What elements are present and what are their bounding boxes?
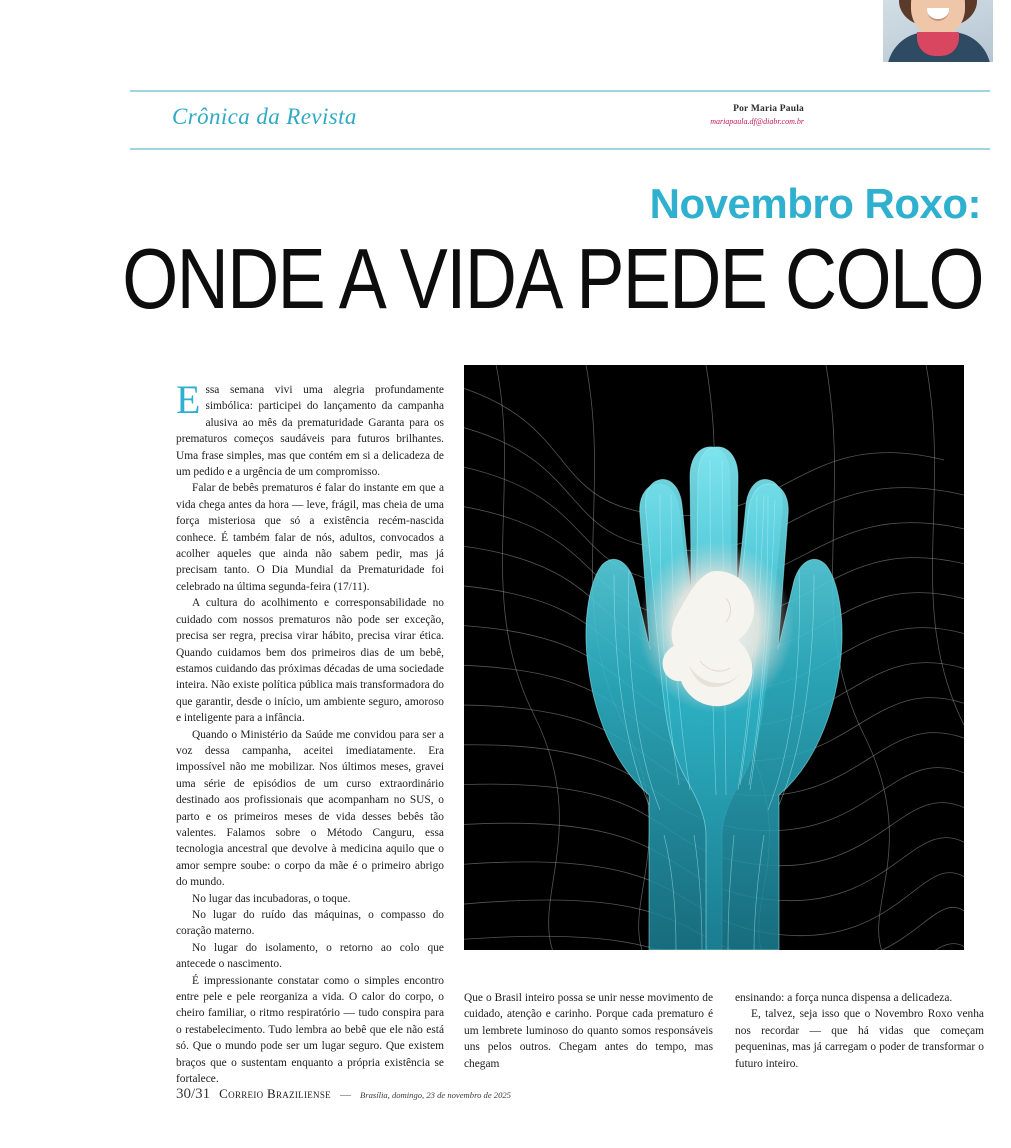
- author-photo: [883, 0, 993, 62]
- header-rule-top: [130, 90, 990, 92]
- paragraph: É impressionante constatar como o simples encontro entre pele e pele reorganiza a vida. O calor do corpo, o cheiro familiar, o ritmo respiratório — tudo conspira para o restabelecimento. Tudo lembra ao bebê que ele não está só. Que o mundo pode ser um lugar seguro. Que existem braços que o sustentam enquanto a própria existência se fortalece.: [176, 974, 444, 1086]
- paragraph: No lugar das incubadoras, o toque.: [192, 892, 351, 905]
- headline-primary: Novembro Roxo:: [649, 180, 981, 227]
- paragraph: ensinando: a força nunca dispensa a delicadeza.: [735, 992, 953, 1004]
- byline-email: mariapaula.df@diabr.com.br: [710, 117, 804, 126]
- headline-secondary: ONDE A VIDA PEDE COLO: [122, 232, 983, 327]
- article-body-left-column: [176, 377, 444, 1087]
- header-rule-bottom: [130, 148, 990, 150]
- section-kicker: Crônica da Revista: [172, 104, 357, 129]
- paragraph: No lugar do ruído das máquinas, o compasso do coração materno.: [176, 909, 444, 938]
- paragraph: E, talvez, seja isso que o Novembro Roxo venha nos recordar — que há vidas que começam pequeninas, mas já carregam o poder de transformar o futuro inteiro.: [735, 1008, 984, 1070]
- article-header: [130, 90, 990, 150]
- paragraph: [176, 377, 444, 480]
- paragraph-text: ssa semana vivi uma alegria profundamente simbólica: participei do lançamento da campanha alusiva ao mês da prematuridade Garanta para os prematuros começos saudáveis para futuros brilhantes. Uma frase simples, mas que contém em si a delicadeza de um pedido e a urgência de um compromisso.: [176, 384, 444, 479]
- footer-dash: —: [339, 1089, 351, 1101]
- byline: [710, 104, 804, 126]
- bottom-column-left: [464, 990, 713, 1072]
- article-illustration: [464, 365, 964, 950]
- page-number: 30/31: [176, 1086, 211, 1102]
- page-footer: [176, 1086, 876, 1103]
- paragraph: A cultura do acolhimento e corresponsabilidade no cuidado com nossos prematuros não pode ser exceção, precisa ser regra, precisa virar hábito, precisa virar ética. Quando cuidamos bem dos primeiros dias de um bebê, estamos cuidando das próximas décadas de uma sociedade inteira. Não existe política pública mais transformadora do que garantir, desde o início, um ambiente seguro, amoroso e inteligente para a infância.: [176, 597, 444, 725]
- paragraph: Falar de bebês prematuros é falar do instante em que a vida chega antes da hora — leve, frágil, mas cheia de uma força misteriosa que só a existência recém-nascida conhece. É também falar de nós, adultos, convocados a acolher aqueles que ainda não sabem pedir, mas já precisam tanto. O Dia Mundial da Prematuridade foi celebrado na última segunda-feira (17/11).: [176, 482, 444, 593]
- dropcap: E: [176, 377, 201, 422]
- footer-dateline: Brasília, domingo, 23 de novembro de 2025: [359, 1090, 511, 1100]
- article-body-bottom-columns: [464, 990, 984, 1072]
- paragraph: Quando o Ministério da Saúde me convidou para ser a voz dessa campanha, aceitei imediatamente. Era impossível não me mobilizar. Nos últimos meses, gravei uma série de episódios de um curso extraordinário destinado aos profissionais que acompanham no SUS, o parto e os primeiros meses de vida desses bebês tão valentes. Falamos sobre o Método Canguru, essa tecnologia ancestral que devolve à medicina aquilo que o amor sempre soube: o corpo da mãe é o primeiro abrigo do mundo.: [176, 728, 444, 889]
- illustration-svg: [464, 365, 964, 950]
- bottom-column-right: [735, 990, 984, 1072]
- paragraph: No lugar do isolamento, o retorno ao colo que antecede o nascimento.: [176, 941, 444, 971]
- byline-author: Por Maria Paula: [733, 104, 804, 114]
- paragraph: Que o Brasil inteiro possa se unir nesse movimento de cuidado, atenção e carinho. Porque cada prematuro é um lembrete luminoso do quanto somos responsáveis uns pelos outros. Chegam antes do tempo, mas chegam: [464, 992, 713, 1070]
- masthead-name: Correio Braziliense: [219, 1086, 331, 1101]
